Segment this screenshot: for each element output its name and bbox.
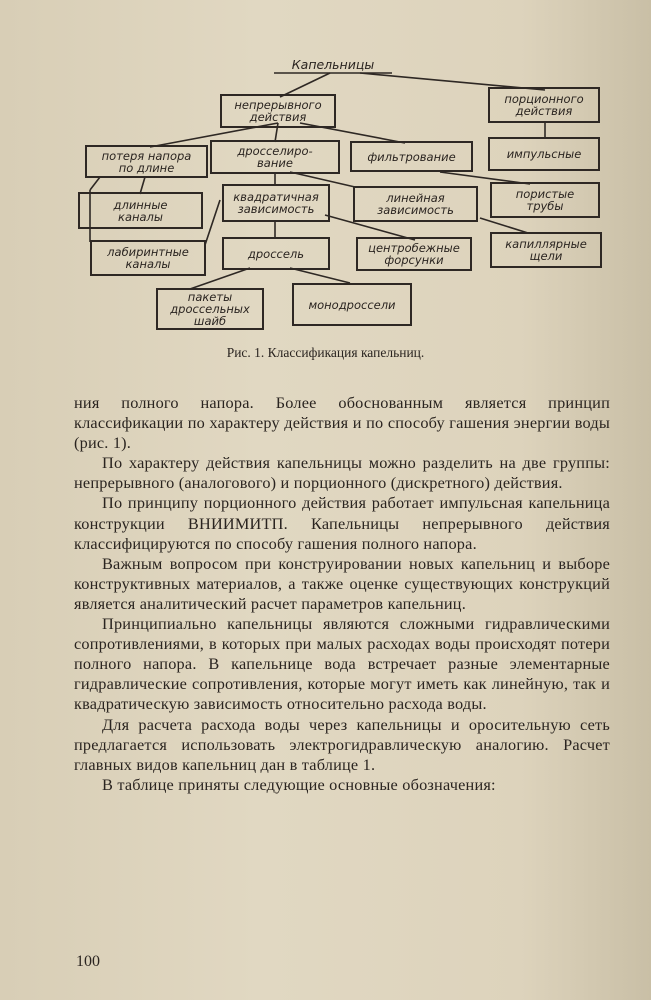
paragraph: Важным вопросом при конструировании новых капельниц и выборе конструктивных материалов, а также оценке существующих конструкций является аналитический расчет параметров капельниц. [74, 553, 610, 613]
node-quadratic-dependence: квадратичная зависимость [222, 184, 330, 222]
classification-diagram [60, 50, 620, 350]
body-text [74, 393, 610, 795]
node-drossel: дроссель [222, 237, 330, 270]
node-porous-pipes: пористые трубы [490, 182, 600, 218]
paragraph: Принципиально капельницы являются сложными гидравлическими сопротивлениями, в которых при малых расходах воды происходят потери полного напора. В капельнице вода встречает разные элементарные гидравлические сопротивления, которые могут иметь как линейную, так и квадратическую зависимость относительно расхода воды. [74, 614, 610, 714]
node-linear-dependence: линейная зависимость [353, 186, 478, 222]
paragraph: По принципу порционного действия работает импульсная капельница конструкции ВНИИМИТП. Капельницы непрерывного действия классифицируются по способу гашения полного напора. [74, 493, 610, 553]
paragraph: В таблице приняты следующие основные обозначения: [102, 774, 496, 794]
node-impulse: импульсные [488, 137, 600, 171]
paragraph: ния полного напора. Более обоснованным является принцип классификации по характеру действия и по способу гашения энергии воды (рис. 1). [74, 393, 610, 453]
page-number: 100 [76, 953, 100, 970]
paragraph: Для расчета расхода воды через капельницы и оросительную сеть предлагается использовать электрогидравлическую аналогию. Расчет главных видов капельниц дан в таблице 1. [74, 714, 610, 774]
node-long-channels: длинные каналы [78, 192, 203, 229]
node-centrifugal-nozzles: центробежные форсунки [356, 237, 472, 271]
node-filtration: фильтрование [350, 141, 473, 172]
node-portion-action: порционного действия [488, 87, 600, 123]
node-head-loss-length: потеря напора по длине [85, 145, 208, 178]
node-monodrossels: монодроссели [292, 283, 412, 326]
node-capillary-slits: капиллярные щели [490, 232, 602, 268]
figure-caption: Рис. 1. Классификация капельниц. [226, 345, 425, 360]
node-labyrinth-channels: лабиринтные каналы [90, 240, 206, 276]
paragraph: По характеру действия капельницы можно разделить на две группы: непрерывного (аналогового) и порционного (дискретного) действия. [74, 453, 610, 493]
node-throttling: дросселиро- вание [210, 140, 340, 174]
diagram-root-label: Капельницы [291, 57, 375, 72]
node-continuous-action: непрерывного действия [220, 94, 336, 128]
node-drossel-washer-packs: пакеты дроссельных шайб [156, 288, 264, 330]
